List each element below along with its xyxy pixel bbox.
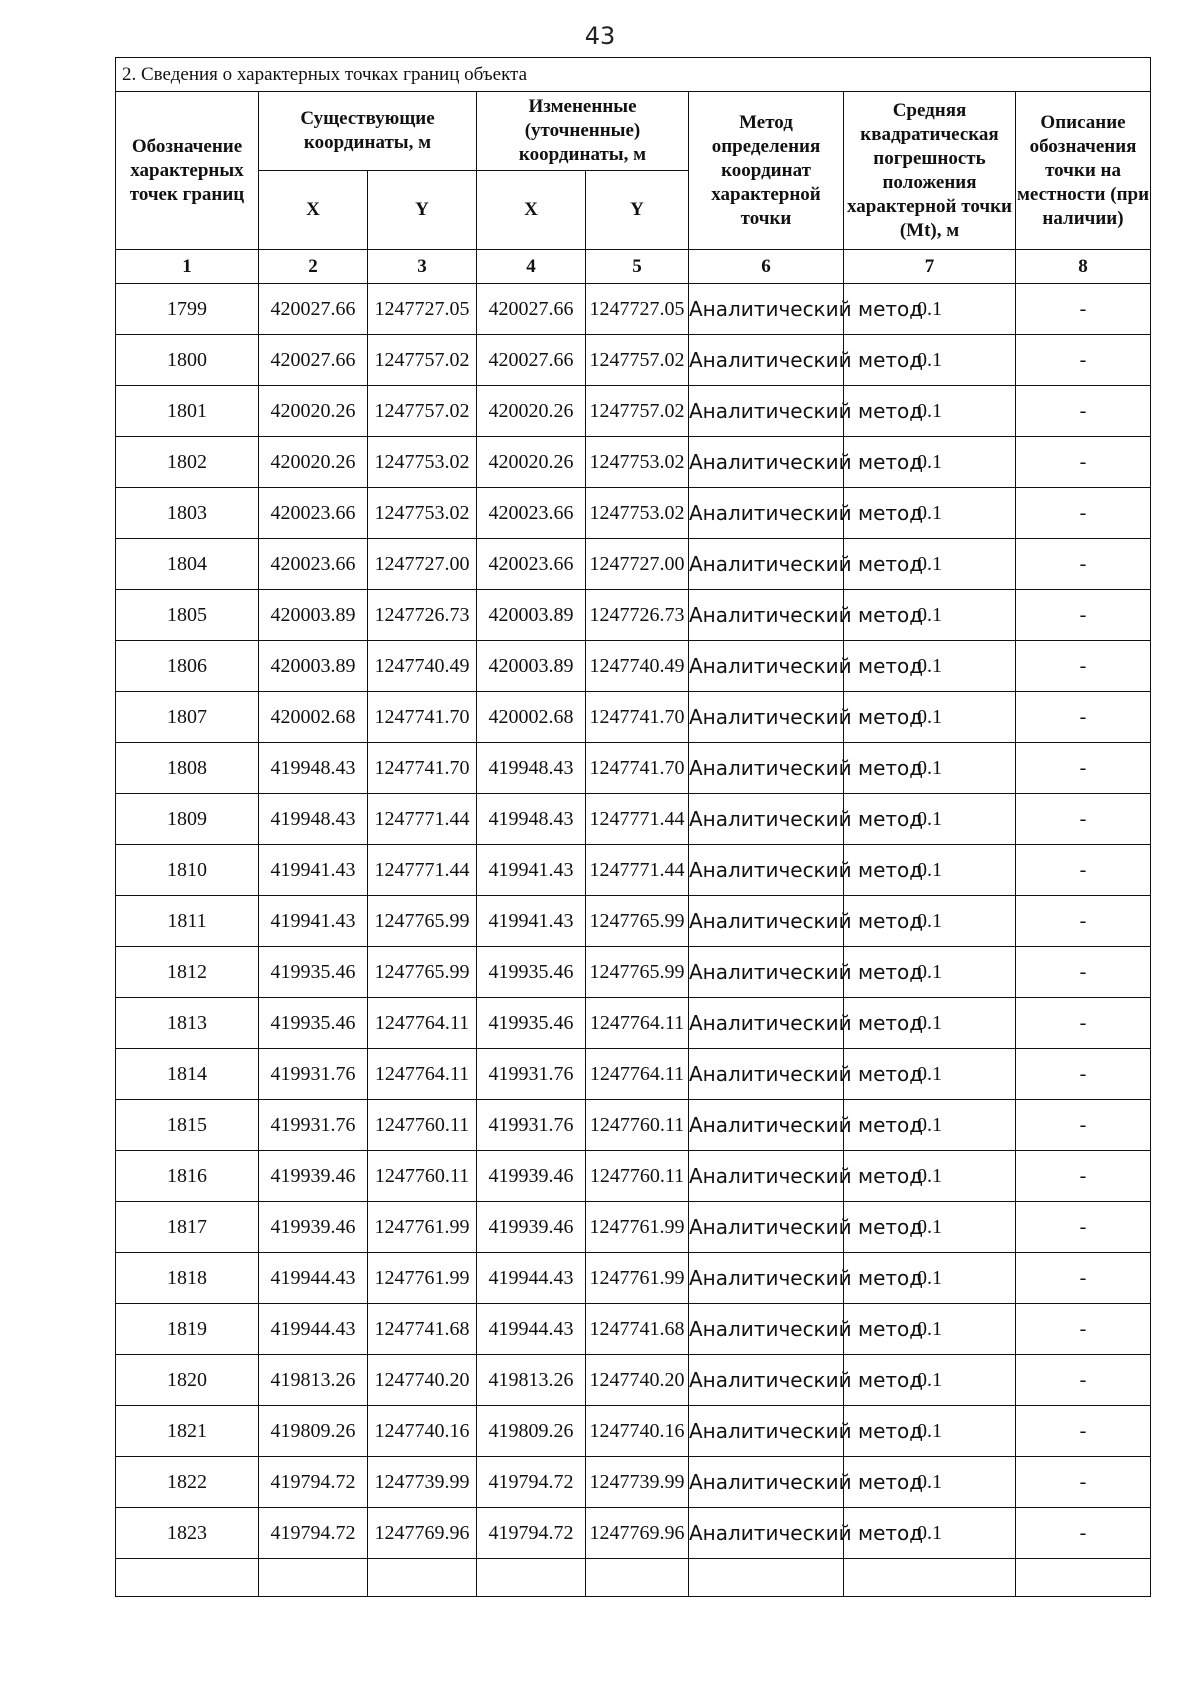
method-cell: Аналитический метод bbox=[689, 1151, 844, 1202]
mean-error-cell: 0.1 bbox=[844, 641, 1016, 692]
table-row bbox=[116, 1253, 1151, 1304]
existing-x-cell: 419935.46 bbox=[259, 998, 368, 1049]
point-id-cell: 1812 bbox=[116, 947, 259, 998]
mean-error-cell: 0.1 bbox=[844, 1100, 1016, 1151]
changed-x-cell: 420023.66 bbox=[477, 488, 586, 539]
changed-x-cell: 419941.43 bbox=[477, 896, 586, 947]
changed-y-cell: 1247760.11 bbox=[586, 1151, 689, 1202]
existing-y-cell: 1247761.99 bbox=[368, 1202, 477, 1253]
table-row bbox=[116, 1457, 1151, 1508]
existing-y-cell: 1247753.02 bbox=[368, 437, 477, 488]
point-id-cell: 1818 bbox=[116, 1253, 259, 1304]
changed-y-cell: 1247741.70 bbox=[586, 692, 689, 743]
column-number: 6 bbox=[689, 250, 844, 284]
header-existing-y: Y bbox=[368, 171, 477, 250]
mean-error-cell: 0.1 bbox=[844, 692, 1016, 743]
mean-error-cell: 0.1 bbox=[844, 896, 1016, 947]
mean-error-cell: 0.1 bbox=[844, 1202, 1016, 1253]
changed-x-cell: 419944.43 bbox=[477, 1253, 586, 1304]
changed-y-cell: 1247771.44 bbox=[586, 845, 689, 896]
point-id-cell: 1809 bbox=[116, 794, 259, 845]
method-cell: Аналитический метод bbox=[689, 284, 844, 335]
existing-x-cell: 420020.26 bbox=[259, 386, 368, 437]
point-id-cell: 1799 bbox=[116, 284, 259, 335]
column-number: 4 bbox=[477, 250, 586, 284]
existing-y-cell: 1247764.11 bbox=[368, 1049, 477, 1100]
method-cell: Аналитический метод bbox=[689, 1253, 844, 1304]
description-cell: - bbox=[1016, 386, 1151, 437]
empty-cell bbox=[259, 1559, 368, 1597]
mean-error-cell: 0.1 bbox=[844, 998, 1016, 1049]
empty-cell bbox=[689, 1559, 844, 1597]
description-cell: - bbox=[1016, 1049, 1151, 1100]
table-row bbox=[116, 896, 1151, 947]
existing-y-cell: 1247760.11 bbox=[368, 1151, 477, 1202]
existing-x-cell: 419939.46 bbox=[259, 1202, 368, 1253]
method-cell: Аналитический метод bbox=[689, 998, 844, 1049]
changed-x-cell: 419941.43 bbox=[477, 845, 586, 896]
mean-error-cell: 0.1 bbox=[844, 437, 1016, 488]
table-row bbox=[116, 1355, 1151, 1406]
changed-x-cell: 419794.72 bbox=[477, 1508, 586, 1559]
existing-y-cell: 1247726.73 bbox=[368, 590, 477, 641]
method-cell: Аналитический метод bbox=[689, 743, 844, 794]
header-point-designation: Обозначение характерных точек границ bbox=[116, 92, 259, 250]
description-cell: - bbox=[1016, 1253, 1151, 1304]
table-row bbox=[116, 1508, 1151, 1559]
existing-x-cell: 420027.66 bbox=[259, 284, 368, 335]
changed-y-cell: 1247765.99 bbox=[586, 947, 689, 998]
table-row bbox=[116, 437, 1151, 488]
header-method: Метод определения координат характерной точки bbox=[689, 92, 844, 250]
changed-y-cell: 1247764.11 bbox=[586, 1049, 689, 1100]
column-number: 2 bbox=[259, 250, 368, 284]
existing-x-cell: 419935.46 bbox=[259, 947, 368, 998]
description-cell: - bbox=[1016, 998, 1151, 1049]
changed-x-cell: 419809.26 bbox=[477, 1406, 586, 1457]
empty-cell bbox=[1016, 1559, 1151, 1597]
description-cell: - bbox=[1016, 1202, 1151, 1253]
mean-error-cell: 0.1 bbox=[844, 947, 1016, 998]
existing-x-cell: 420023.66 bbox=[259, 488, 368, 539]
changed-y-cell: 1247761.99 bbox=[586, 1202, 689, 1253]
page-number: 43 bbox=[584, 22, 616, 50]
existing-x-cell: 419939.46 bbox=[259, 1151, 368, 1202]
method-cell: Аналитический метод bbox=[689, 539, 844, 590]
changed-x-cell: 420002.68 bbox=[477, 692, 586, 743]
existing-x-cell: 419794.72 bbox=[259, 1508, 368, 1559]
changed-x-cell: 420020.26 bbox=[477, 437, 586, 488]
description-cell: - bbox=[1016, 1355, 1151, 1406]
description-cell: - bbox=[1016, 947, 1151, 998]
table-row bbox=[116, 947, 1151, 998]
method-cell: Аналитический метод bbox=[689, 437, 844, 488]
table-row bbox=[116, 692, 1151, 743]
description-cell: - bbox=[1016, 488, 1151, 539]
empty-cell bbox=[477, 1559, 586, 1597]
method-cell: Аналитический метод bbox=[689, 1100, 844, 1151]
mean-error-cell: 0.1 bbox=[844, 1253, 1016, 1304]
changed-y-cell: 1247769.96 bbox=[586, 1508, 689, 1559]
existing-x-cell: 420023.66 bbox=[259, 539, 368, 590]
mean-error-cell: 0.1 bbox=[844, 1457, 1016, 1508]
existing-x-cell: 420020.26 bbox=[259, 437, 368, 488]
table-row bbox=[116, 1406, 1151, 1457]
section-title: 2. Сведения о характерных точках границ объекта bbox=[116, 58, 1151, 92]
point-id-cell: 1820 bbox=[116, 1355, 259, 1406]
table-body bbox=[116, 284, 1151, 1597]
changed-y-cell: 1247727.05 bbox=[586, 284, 689, 335]
table-row bbox=[116, 284, 1151, 335]
changed-y-cell: 1247757.02 bbox=[586, 386, 689, 437]
existing-x-cell: 420003.89 bbox=[259, 641, 368, 692]
table-row bbox=[116, 743, 1151, 794]
existing-x-cell: 420027.66 bbox=[259, 335, 368, 386]
mean-error-cell: 0.1 bbox=[844, 590, 1016, 641]
changed-y-cell: 1247740.20 bbox=[586, 1355, 689, 1406]
changed-x-cell: 419948.43 bbox=[477, 743, 586, 794]
description-cell: - bbox=[1016, 1406, 1151, 1457]
changed-x-cell: 420027.66 bbox=[477, 335, 586, 386]
table-row bbox=[116, 386, 1151, 437]
empty-cell bbox=[844, 1559, 1016, 1597]
existing-y-cell: 1247741.70 bbox=[368, 743, 477, 794]
point-id-cell: 1806 bbox=[116, 641, 259, 692]
existing-x-cell: 420002.68 bbox=[259, 692, 368, 743]
existing-x-cell: 419941.43 bbox=[259, 845, 368, 896]
existing-y-cell: 1247761.99 bbox=[368, 1253, 477, 1304]
changed-x-cell: 419939.46 bbox=[477, 1151, 586, 1202]
table-row bbox=[116, 488, 1151, 539]
mean-error-cell: 0.1 bbox=[844, 1355, 1016, 1406]
point-id-cell: 1808 bbox=[116, 743, 259, 794]
header-existing-coordinates: Существующие координаты, м bbox=[259, 92, 477, 171]
existing-x-cell: 419813.26 bbox=[259, 1355, 368, 1406]
description-cell: - bbox=[1016, 1100, 1151, 1151]
method-cell: Аналитический метод bbox=[689, 947, 844, 998]
table-row bbox=[116, 590, 1151, 641]
existing-x-cell: 419931.76 bbox=[259, 1049, 368, 1100]
changed-y-cell: 1247757.02 bbox=[586, 335, 689, 386]
method-cell: Аналитический метод bbox=[689, 845, 844, 896]
table-row bbox=[116, 1304, 1151, 1355]
changed-y-cell: 1247727.00 bbox=[586, 539, 689, 590]
changed-x-cell: 420023.66 bbox=[477, 539, 586, 590]
changed-y-cell: 1247741.68 bbox=[586, 1304, 689, 1355]
changed-x-cell: 419935.46 bbox=[477, 947, 586, 998]
table-row bbox=[116, 1202, 1151, 1253]
mean-error-cell: 0.1 bbox=[844, 539, 1016, 590]
column-number: 1 bbox=[116, 250, 259, 284]
existing-y-cell: 1247760.11 bbox=[368, 1100, 477, 1151]
description-cell: - bbox=[1016, 743, 1151, 794]
changed-x-cell: 420003.89 bbox=[477, 641, 586, 692]
point-id-cell: 1810 bbox=[116, 845, 259, 896]
changed-y-cell: 1247753.02 bbox=[586, 488, 689, 539]
existing-x-cell: 419931.76 bbox=[259, 1100, 368, 1151]
header-changed-coordinates: Измененные (уточненные) координаты, м bbox=[477, 92, 689, 171]
mean-error-cell: 0.1 bbox=[844, 1508, 1016, 1559]
existing-y-cell: 1247740.16 bbox=[368, 1406, 477, 1457]
mean-error-cell: 0.1 bbox=[844, 743, 1016, 794]
mean-error-cell: 0.1 bbox=[844, 335, 1016, 386]
description-cell: - bbox=[1016, 590, 1151, 641]
existing-y-cell: 1247727.05 bbox=[368, 284, 477, 335]
changed-y-cell: 1247771.44 bbox=[586, 794, 689, 845]
changed-x-cell: 420020.26 bbox=[477, 386, 586, 437]
mean-error-cell: 0.1 bbox=[844, 488, 1016, 539]
existing-y-cell: 1247739.99 bbox=[368, 1457, 477, 1508]
method-cell: Аналитический метод bbox=[689, 692, 844, 743]
mean-error-cell: 0.1 bbox=[844, 1406, 1016, 1457]
point-id-cell: 1802 bbox=[116, 437, 259, 488]
point-id-cell: 1803 bbox=[116, 488, 259, 539]
table-row bbox=[116, 998, 1151, 1049]
changed-x-cell: 419939.46 bbox=[477, 1202, 586, 1253]
changed-y-cell: 1247753.02 bbox=[586, 437, 689, 488]
description-cell: - bbox=[1016, 284, 1151, 335]
mean-error-cell: 0.1 bbox=[844, 284, 1016, 335]
existing-y-cell: 1247740.20 bbox=[368, 1355, 477, 1406]
changed-x-cell: 420003.89 bbox=[477, 590, 586, 641]
header-mean-error: Средняя квадратическая погрешность положения характерной точки (Mt), м bbox=[844, 92, 1016, 250]
changed-y-cell: 1247765.99 bbox=[586, 896, 689, 947]
empty-row bbox=[116, 1559, 1151, 1597]
empty-cell bbox=[586, 1559, 689, 1597]
point-id-cell: 1813 bbox=[116, 998, 259, 1049]
changed-x-cell: 419931.76 bbox=[477, 1049, 586, 1100]
empty-cell bbox=[368, 1559, 477, 1597]
table-row bbox=[116, 794, 1151, 845]
changed-y-cell: 1247740.16 bbox=[586, 1406, 689, 1457]
changed-x-cell: 419931.76 bbox=[477, 1100, 586, 1151]
method-cell: Аналитический метод bbox=[689, 641, 844, 692]
table-row bbox=[116, 335, 1151, 386]
existing-x-cell: 419948.43 bbox=[259, 794, 368, 845]
description-cell: - bbox=[1016, 437, 1151, 488]
mean-error-cell: 0.1 bbox=[844, 845, 1016, 896]
existing-y-cell: 1247764.11 bbox=[368, 998, 477, 1049]
point-id-cell: 1822 bbox=[116, 1457, 259, 1508]
mean-error-cell: 0.1 bbox=[844, 794, 1016, 845]
description-cell: - bbox=[1016, 641, 1151, 692]
changed-y-cell: 1247726.73 bbox=[586, 590, 689, 641]
point-id-cell: 1823 bbox=[116, 1508, 259, 1559]
existing-y-cell: 1247757.02 bbox=[368, 386, 477, 437]
existing-y-cell: 1247765.99 bbox=[368, 896, 477, 947]
point-id-cell: 1819 bbox=[116, 1304, 259, 1355]
table-row bbox=[116, 1100, 1151, 1151]
method-cell: Аналитический метод bbox=[689, 794, 844, 845]
changed-y-cell: 1247741.70 bbox=[586, 743, 689, 794]
method-cell: Аналитический метод bbox=[689, 590, 844, 641]
method-cell: Аналитический метод bbox=[689, 335, 844, 386]
point-id-cell: 1815 bbox=[116, 1100, 259, 1151]
existing-x-cell: 419941.43 bbox=[259, 896, 368, 947]
method-cell: Аналитический метод bbox=[689, 488, 844, 539]
existing-y-cell: 1247771.44 bbox=[368, 794, 477, 845]
method-cell: Аналитический метод bbox=[689, 386, 844, 437]
method-cell: Аналитический метод bbox=[689, 1457, 844, 1508]
changed-x-cell: 419935.46 bbox=[477, 998, 586, 1049]
existing-x-cell: 419948.43 bbox=[259, 743, 368, 794]
point-id-cell: 1804 bbox=[116, 539, 259, 590]
existing-y-cell: 1247771.44 bbox=[368, 845, 477, 896]
table-row bbox=[116, 845, 1151, 896]
boundary-points-table bbox=[115, 57, 1151, 1597]
changed-x-cell: 419948.43 bbox=[477, 794, 586, 845]
point-id-cell: 1814 bbox=[116, 1049, 259, 1100]
changed-x-cell: 419794.72 bbox=[477, 1457, 586, 1508]
existing-y-cell: 1247765.99 bbox=[368, 947, 477, 998]
method-cell: Аналитический метод bbox=[689, 1304, 844, 1355]
changed-y-cell: 1247739.99 bbox=[586, 1457, 689, 1508]
table-row bbox=[116, 1151, 1151, 1202]
mean-error-cell: 0.1 bbox=[844, 1151, 1016, 1202]
mean-error-cell: 0.1 bbox=[844, 1049, 1016, 1100]
point-id-cell: 1807 bbox=[116, 692, 259, 743]
changed-x-cell: 420027.66 bbox=[477, 284, 586, 335]
column-number: 3 bbox=[368, 250, 477, 284]
point-id-cell: 1811 bbox=[116, 896, 259, 947]
column-numbers-row bbox=[116, 250, 1151, 284]
table-row bbox=[116, 539, 1151, 590]
changed-x-cell: 419813.26 bbox=[477, 1355, 586, 1406]
mean-error-cell: 0.1 bbox=[844, 386, 1016, 437]
method-cell: Аналитический метод bbox=[689, 1049, 844, 1100]
existing-y-cell: 1247757.02 bbox=[368, 335, 477, 386]
header-changed-x: X bbox=[477, 171, 586, 250]
description-cell: - bbox=[1016, 794, 1151, 845]
changed-y-cell: 1247764.11 bbox=[586, 998, 689, 1049]
description-cell: - bbox=[1016, 1151, 1151, 1202]
existing-x-cell: 419944.43 bbox=[259, 1304, 368, 1355]
changed-y-cell: 1247760.11 bbox=[586, 1100, 689, 1151]
description-cell: - bbox=[1016, 539, 1151, 590]
description-cell: - bbox=[1016, 1457, 1151, 1508]
point-id-cell: 1816 bbox=[116, 1151, 259, 1202]
existing-y-cell: 1247769.96 bbox=[368, 1508, 477, 1559]
column-number: 5 bbox=[586, 250, 689, 284]
table-row bbox=[116, 641, 1151, 692]
column-number: 7 bbox=[844, 250, 1016, 284]
existing-y-cell: 1247727.00 bbox=[368, 539, 477, 590]
description-cell: - bbox=[1016, 896, 1151, 947]
description-cell: - bbox=[1016, 335, 1151, 386]
method-cell: Аналитический метод bbox=[689, 1202, 844, 1253]
existing-y-cell: 1247753.02 bbox=[368, 488, 477, 539]
column-number: 8 bbox=[1016, 250, 1151, 284]
empty-cell bbox=[116, 1559, 259, 1597]
header-changed-y: Y bbox=[586, 171, 689, 250]
method-cell: Аналитический метод bbox=[689, 1508, 844, 1559]
point-id-cell: 1801 bbox=[116, 386, 259, 437]
description-cell: - bbox=[1016, 1304, 1151, 1355]
header-point-description: Описание обозначения точки на местности (при наличии) bbox=[1016, 92, 1151, 250]
description-cell: - bbox=[1016, 1508, 1151, 1559]
changed-y-cell: 1247740.49 bbox=[586, 641, 689, 692]
changed-x-cell: 419944.43 bbox=[477, 1304, 586, 1355]
description-cell: - bbox=[1016, 692, 1151, 743]
method-cell: Аналитический метод bbox=[689, 1406, 844, 1457]
method-cell: Аналитический метод bbox=[689, 1355, 844, 1406]
table-row bbox=[116, 1049, 1151, 1100]
method-cell: Аналитический метод bbox=[689, 896, 844, 947]
changed-y-cell: 1247761.99 bbox=[586, 1253, 689, 1304]
existing-x-cell: 419809.26 bbox=[259, 1406, 368, 1457]
mean-error-cell: 0.1 bbox=[844, 1304, 1016, 1355]
point-id-cell: 1821 bbox=[116, 1406, 259, 1457]
header-existing-x: X bbox=[259, 171, 368, 250]
existing-x-cell: 419794.72 bbox=[259, 1457, 368, 1508]
point-id-cell: 1817 bbox=[116, 1202, 259, 1253]
existing-y-cell: 1247741.70 bbox=[368, 692, 477, 743]
existing-x-cell: 420003.89 bbox=[259, 590, 368, 641]
point-id-cell: 1800 bbox=[116, 335, 259, 386]
existing-y-cell: 1247740.49 bbox=[368, 641, 477, 692]
description-cell: - bbox=[1016, 845, 1151, 896]
existing-y-cell: 1247741.68 bbox=[368, 1304, 477, 1355]
point-id-cell: 1805 bbox=[116, 590, 259, 641]
existing-x-cell: 419944.43 bbox=[259, 1253, 368, 1304]
